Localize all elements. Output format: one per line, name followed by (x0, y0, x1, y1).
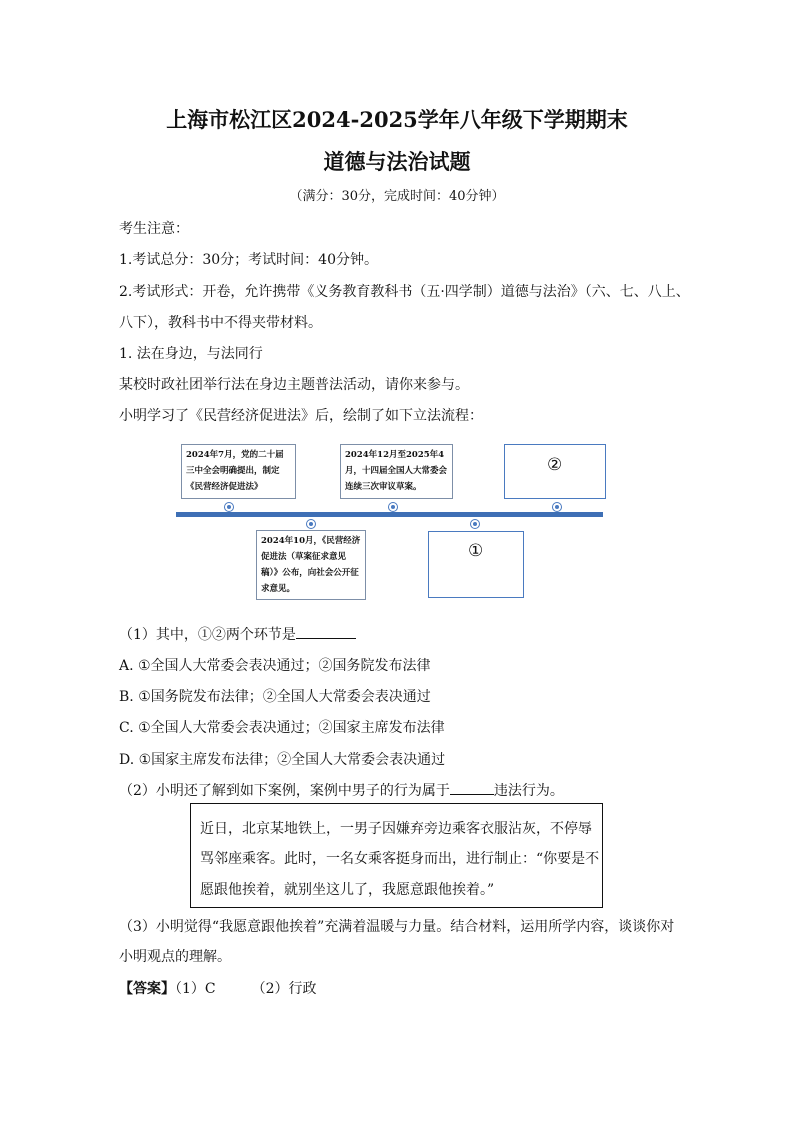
timeline-node (306, 519, 316, 529)
answer-blank (450, 780, 494, 795)
section-heading: 1. 法在身边，与法同行 (119, 346, 263, 362)
case-line-1: 近日，北京某地铁上，一男子因嫌弃旁边乘客衣服沾灰，不停辱 (200, 821, 592, 837)
timeline-box-2024-12: 2024年12月至2025年4月，十四届全国人大常委会连续三次审议草案。 (340, 444, 453, 499)
answer-line (119, 978, 317, 998)
q1-option-c: C. ①全国人大常委会表决通过；②国家主席发布法律 (119, 720, 445, 736)
timeline-box-2024-10: 2024年10月，《民营经济促进法（草案征求意见稿）》公布，向社会公开征求意见。 (256, 530, 366, 600)
case-line-3: 愿跟他挨着，就别坐这儿了，我愿意跟他挨着。” (200, 882, 495, 898)
q1-option-a: A. ①全国人大常委会表决通过；②国务院发布法律 (119, 658, 431, 674)
question-intro: 某校时政社团举行法在身边主题普法活动，请你来参与。 (119, 377, 469, 393)
case-line-2: 骂邻座乘客。此时，一名女乘客挺身而出，进行制止：“你要是不 (200, 851, 600, 867)
q1-option-b: B. ①国务院发布法律；②全国人大常委会表决通过 (119, 689, 431, 705)
timeline-blank-slot-1: ① (428, 531, 524, 598)
q1-option-d: D. ①国家主席发布法律；②全国人大常委会表决通过 (119, 752, 446, 768)
answer-label: 【答案】 (119, 981, 175, 997)
q3-line-2: 小明观点的理解。 (119, 949, 231, 965)
q2-stem: （2）小明还了解到如下案例，案例中男子的行为属于 违法行为。 (119, 780, 564, 800)
notice-item-2a: 2.考试形式：开卷，允许携带《义务教育教科书（五·四学制）道德与法治》（六、七、八上、 (119, 284, 690, 300)
exam-meta: （满分：30分，完成时间：40分钟） (289, 189, 505, 204)
notice-item-1: 1.考试总分：30分；考试时间：40分钟。 (119, 252, 378, 268)
notice-item-2b: 八下），教科书中不得夹带材料。 (119, 315, 322, 331)
answer-blank (296, 624, 356, 639)
answer-1: （1）C (175, 981, 216, 997)
timeline-box-2024-07: 2024年7月，党的二十届三中全会明确提出，制定《民营经济促进法》 (181, 444, 296, 499)
exam-title-line2: 道德与法治试题 (323, 149, 471, 174)
q3-line-1: （3）小明觉得“我愿意跟他挨着”充满着温暖与力量。结合材料，运用所学内容，谈谈你对 (119, 919, 675, 935)
question-lead: 小明学习了《民营经济促进法》后，绘制了如下立法流程： (119, 408, 483, 424)
timeline-node (552, 502, 562, 512)
timeline-blank-slot-2: ② (504, 444, 606, 499)
exam-title-line1: 上海市松江区2024-2025学年八年级下学期期末 (166, 107, 628, 132)
notice-heading: 考生注意： (119, 221, 189, 237)
timeline-axis (176, 512, 603, 517)
timeline-node (388, 502, 398, 512)
timeline-node (224, 502, 234, 512)
q1-stem: （1）其中，①②两个环节是 (119, 624, 356, 644)
answer-2: （2）行政 (251, 981, 317, 997)
timeline-node (470, 519, 480, 529)
